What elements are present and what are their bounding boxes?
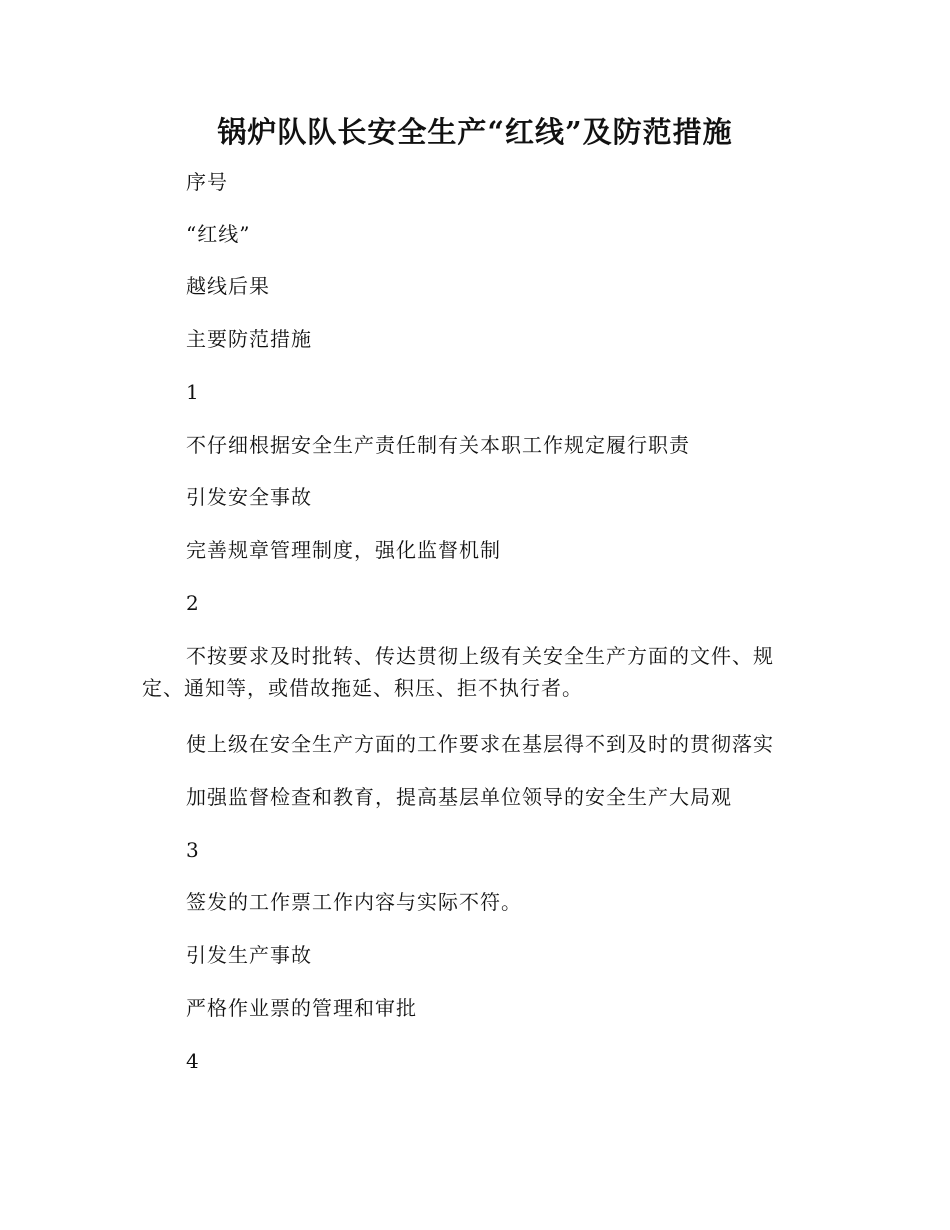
paragraph-5: 1 xyxy=(186,380,200,404)
paragraph-17: 4 xyxy=(186,1049,200,1073)
paragraph-6: 不仔细根据安全生产责任制有关本职工作规定履行职责 xyxy=(186,433,690,457)
paragraph-2: “红线” xyxy=(186,222,251,246)
paragraph-4: 主要防范措施 xyxy=(186,327,312,351)
paragraph-8: 完善规章管理制度，强化监督机制 xyxy=(186,538,501,562)
paragraph-13: 3 xyxy=(186,838,200,862)
paragraph-15: 引发生产事故 xyxy=(186,943,312,967)
paragraph-7: 引发安全事故 xyxy=(186,485,312,509)
paragraph-12: 加强监督检查和教育，提高基层单位领导的安全生产大局观 xyxy=(186,785,732,809)
paragraph-16: 严格作业票的管理和审批 xyxy=(186,996,417,1020)
document-title: 锅炉队队长安全生产“红线”及防范措施 xyxy=(217,115,733,149)
paragraph-9: 2 xyxy=(186,591,200,615)
paragraph-11: 使上级在安全生产方面的工作要求在基层得不到及时的贯彻落实 xyxy=(186,732,774,756)
paragraph-1: 序号 xyxy=(186,170,228,194)
paragraph-10: 不按要求及时批转、传达贯彻上级有关安全生产方面的文件、规定、通知等，或借故拖延、积压、拒不执行者。 xyxy=(142,644,774,700)
paragraph-14: 签发的工作票工作内容与实际不符。 xyxy=(186,890,522,914)
paragraph-3: 越线后果 xyxy=(186,274,270,298)
